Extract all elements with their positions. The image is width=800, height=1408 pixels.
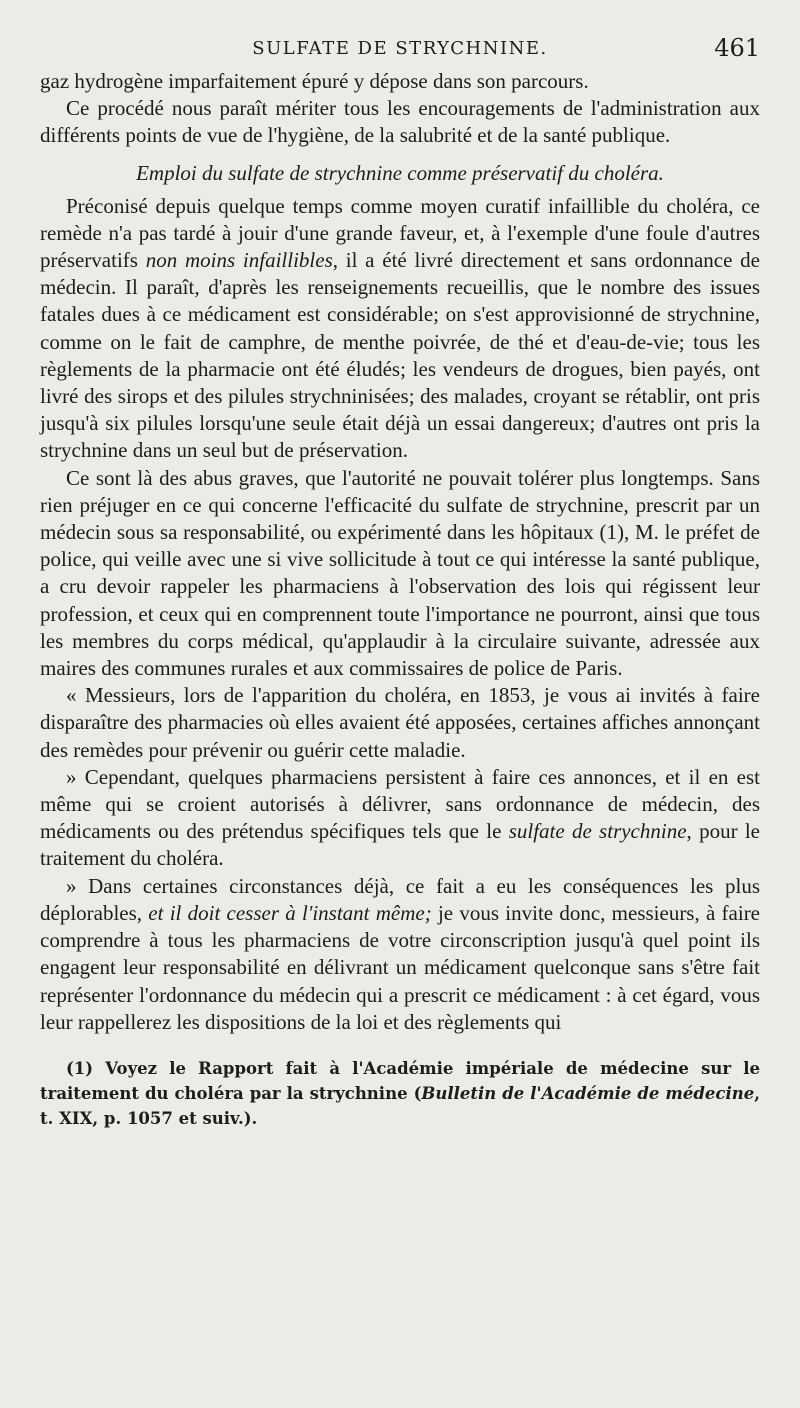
- paragraph: [40, 873, 760, 1036]
- emphasis: non moins infaillibles: [145, 248, 333, 273]
- text-run: » Dans certaines circonstances déjà, ce fait a eu les conséquences les plus déplorables,: [40, 873, 760, 925]
- text-run: je vous invite donc, messieurs, à faire comprendre à tous les pharmaciens de votre circonscription jusqu'à quel point ils engagent leur responsabilité en délivrant un médicament quelconque sans s'être fait représenter l'ordonnance du médecin qui a prescrit ce médicament : à cet égard, vous leur rappellerez les dispositions de la loi et des règlements qui: [40, 900, 761, 1034]
- paragraph: Ce sont là des abus graves, que l'autorité ne pouvait tolérer plus longtemps. Sans rien préjuger en ce qui concerne l'efficacité du sulfate de strychnine, prescrit par un médecin sous sa responsabilité, ou expérimenté dans les hôpitaux (1), M. le préfet de police, qui veille avec une si vive sollicitude à tout ce qui intéresse la santé publique, a cru devoir rappeler les pharmaciens à l'observation des lois qui régissent leur profession, et ceux qui en comprennent toute l'importance ne pourront, ainsi que tous les membres du corps médical, qu'applaudir à la circulaire suivante, adressée aux maires des communes rurales et aux commissaires de police de Paris.: [40, 465, 760, 681]
- running-title: SULFATE DE STRYCHNINE.: [252, 38, 548, 59]
- text-run: » Cependant, quelques pharmaciens persistent à faire ces annonces, et il en est même qui se croient autorisés à délivrer, sans ordonnance de médecin, des médicaments ou des prétendus spécifiques tels que le: [40, 764, 760, 844]
- text-run: , t. XIX, p. 1057 et suiv.).: [40, 1083, 760, 1128]
- page-header: [40, 34, 760, 62]
- text-run: Préconisé depuis quelque temps comme moyen curatif infaillible du choléra, ce remède n'a pas tardé à jouir d'une grande faveur, et, à l'exemple d'une foule d'autres préservatifs: [40, 193, 760, 273]
- emphasis: Bulletin de l'Académie de médecine: [421, 1083, 755, 1103]
- emphasis: sulfate de strychnine: [508, 819, 687, 844]
- paragraph: [40, 764, 760, 873]
- page-number: 461: [714, 34, 760, 62]
- text-run: , il a été livré directement et sans ordonnance de médecin. Il paraît, d'après les renseignements recueillis, que le nombre des issues fatales dues à ce médicament est considérable; on s'est approvisionné de strychnine, comme on le fait de camphre, de menthe poivrée, de thé et d'eau-de-vie; tous les règlements de la pharmacie ont été éludés; les vendeurs de drogues, bien payés, ont livré des sirops et des pilules strychninisées; des malades, croyant se rétablir, ont pris jusqu'à six pilules lorsqu'une seule était déjà un essai dangereux; d'autres ont pris la strychnine dans un seul but de préservation.: [40, 248, 760, 463]
- section-heading: Emploi du sulfate de strychnine comme préservatif du choléra.: [136, 160, 664, 185]
- text-run: , pour le traitement du choléra.: [40, 819, 760, 871]
- text-run: (1) Voyez le Rapport fait à l'Académie impériale de médecine sur le traitement du choléra par la strychnine (: [40, 1058, 760, 1103]
- paragraph: Ce procédé nous paraît mériter tous les encouragements de l'administration aux différents points de vue de l'hygiène, de la salubrité et de la santé publique.: [40, 96, 760, 148]
- paragraph: [40, 193, 760, 465]
- footnote: [40, 1056, 760, 1131]
- paragraph: « Messieurs, lors de l'apparition du choléra, en 1853, je vous ai invités à faire disparaître des pharmacies où elles avaient été apposées, certaines affiches annonçant des remèdes pour prévenir ou guérir cette maladie.: [40, 683, 760, 762]
- emphasis: et il doit cesser à l'instant même;: [148, 900, 432, 925]
- paragraph: gaz hydrogène imparfaitement épuré y dépose dans son parcours.: [40, 69, 589, 93]
- body-text: [40, 68, 760, 1036]
